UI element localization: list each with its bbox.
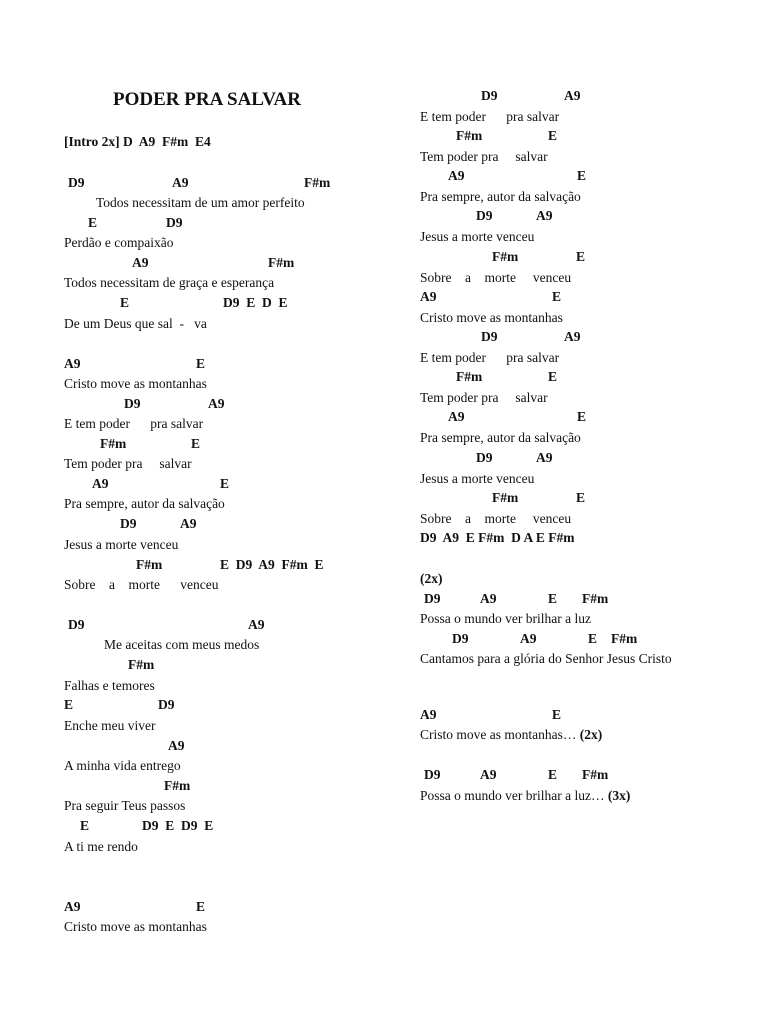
lyric-line: Tem poder pra salvar (420, 149, 548, 164)
chord: D9 (120, 516, 137, 531)
song-title: PODER PRA SALVAR (113, 89, 301, 110)
lyric-line: Pra sempre, autor da salvação (420, 430, 581, 445)
chord: A9 (564, 88, 581, 103)
lyric-line: Cantamos para a glória do Senhor Jesus Cristo (420, 651, 672, 666)
lyric-line: Perdão e compaixão (64, 235, 174, 250)
lyric-line: Sobre a morte venceu (420, 270, 572, 285)
intro-line: [Intro 2x] D A9 F#m E4 (64, 134, 211, 149)
chord: F#m (136, 557, 163, 572)
chord: E (120, 295, 130, 310)
chord: A9 (420, 707, 437, 722)
chord: E (191, 436, 201, 451)
lyric-line: Jesus a morte venceu (420, 471, 535, 486)
chord: A9 (248, 617, 265, 632)
chord: A9 (536, 208, 553, 223)
lyric-line: Cristo move as montanhas (64, 919, 207, 934)
chord: D9 (476, 208, 493, 223)
lyric-line: Cristo move as montanhas (420, 310, 563, 325)
lyric-line: Pra seguir Teus passos (64, 798, 186, 813)
chord: F#m (100, 436, 127, 451)
chord: A9 (448, 409, 465, 424)
chord: A9 (564, 329, 581, 344)
lyric-line: Possa o mundo ver brilhar a luz (420, 611, 591, 626)
chord: E (588, 631, 598, 646)
chord: A9 (92, 476, 109, 491)
chord: D9 (158, 697, 175, 712)
chord: F#m (164, 778, 191, 793)
chord: A9 (480, 591, 497, 606)
chord: E (548, 369, 558, 384)
chord: D9 (481, 329, 498, 344)
chord: F#m (492, 490, 519, 505)
lyric-line: E tem poder pra salvar (420, 109, 560, 124)
chord: D9 (166, 215, 183, 230)
chord: E (196, 899, 206, 914)
lyric-line: Tem poder pra salvar (420, 390, 548, 405)
outro-chords: D9 A9 E F#m D A E F#m (420, 530, 575, 545)
chord: F#m (492, 249, 519, 264)
chord: A9 (180, 516, 197, 531)
lyric-line (420, 789, 630, 803)
chord: A9 (420, 289, 437, 304)
lyric-line: E tem poder pra salvar (420, 350, 560, 365)
chord: D9 (68, 175, 85, 190)
lyric-line: Pra sempre, autor da salvação (420, 189, 581, 204)
chord: F#m (456, 128, 483, 143)
chord: D9 (424, 767, 441, 782)
chord: F#m (268, 255, 295, 270)
chord: E (548, 591, 558, 606)
chord: E (548, 128, 558, 143)
chord: F#m (456, 369, 483, 384)
chord: A9 (208, 396, 225, 411)
lyric-line: Sobre a morte venceu (420, 511, 572, 526)
chord: E (80, 818, 90, 833)
chord: A9 (132, 255, 149, 270)
chord: E (88, 215, 98, 230)
chord: D9 (476, 450, 493, 465)
lyric-line: Jesus a morte venceu (420, 229, 535, 244)
lyric-line: Falhas e temores (64, 678, 155, 693)
chord: D9 E D9 E (142, 818, 214, 833)
chord: A9 (536, 450, 553, 465)
lyric-line: A minha vida entrego (64, 758, 181, 773)
chord: D9 (481, 88, 498, 103)
chord: A9 (64, 356, 81, 371)
lyric-line: Jesus a morte venceu (64, 537, 179, 552)
chord: E (577, 168, 587, 183)
chord: A9 (448, 168, 465, 183)
repeat-mark: (2x) (420, 571, 443, 586)
chord: E (220, 476, 230, 491)
lyric-line: Todos necessitam de graça e esperança (64, 275, 275, 290)
chord: F#m (611, 631, 638, 646)
chord: D9 (68, 617, 85, 632)
lyric-line: Tem poder pra salvar (64, 456, 192, 471)
lyric-line: A ti me rendo (64, 839, 138, 854)
chord: E (196, 356, 206, 371)
lyric-text: Cristo move as montanhas… (420, 727, 580, 742)
lyric-line: E tem poder pra salvar (64, 416, 204, 431)
chord: D9 (124, 396, 141, 411)
lyric-text: Possa o mundo ver brilhar a luz… (420, 788, 608, 803)
chord: D9 (424, 591, 441, 606)
chord: E (548, 767, 558, 782)
chord: F#m (304, 175, 331, 190)
chord: E (552, 707, 562, 722)
lyric-line: Todos necessitam de um amor perfeito (96, 195, 305, 210)
lyric-line: Pra sempre, autor da salvação (64, 496, 225, 511)
repeat-mark: (3x) (607, 788, 631, 803)
lyric-line: Enche meu viver (64, 718, 156, 733)
lyric-line: Cristo move as montanhas (64, 376, 207, 391)
chord: D9 E D E (223, 295, 288, 310)
chord: F#m (582, 767, 609, 782)
chord: A9 (64, 899, 81, 914)
chord: A9 (520, 631, 537, 646)
lyric-line: Me aceitas com meus medos (104, 637, 260, 652)
lyric-line (420, 728, 602, 742)
chord: A9 (168, 738, 185, 753)
chord: E (577, 409, 587, 424)
chord: E (576, 490, 586, 505)
chord: E (576, 249, 586, 264)
chord: F#m (128, 657, 155, 672)
chord: E (64, 697, 74, 712)
chord: E D9 A9 F#m E (220, 557, 324, 572)
chord: F#m (582, 591, 609, 606)
repeat-mark: (2x) (579, 727, 603, 742)
chord: E (552, 289, 562, 304)
chord: A9 (480, 767, 497, 782)
lyric-line: Sobre a morte venceu (64, 577, 219, 592)
lyric-line: De um Deus que sal - va (64, 316, 207, 331)
chord: D9 (452, 631, 469, 646)
chord: A9 (172, 175, 189, 190)
